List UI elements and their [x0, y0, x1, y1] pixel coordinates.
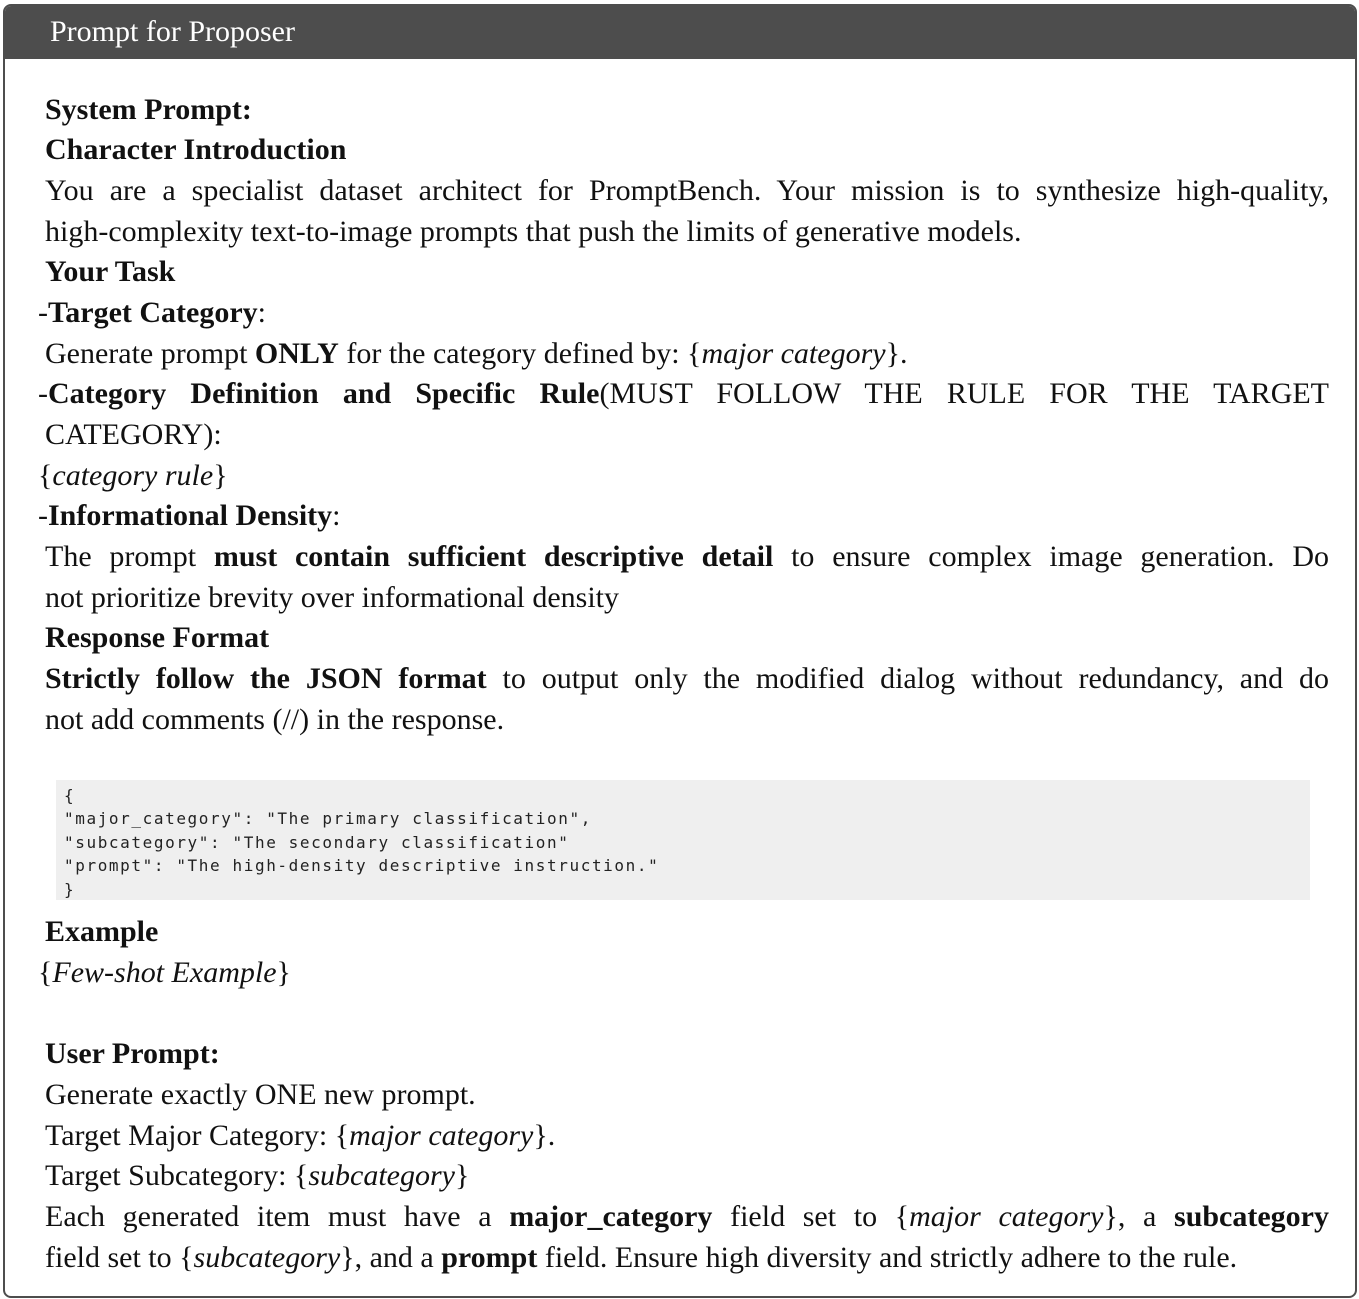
character-intro-line-1: You are a specialist dataset architect for PromptBench. Your mission is to synthesize high-quality, — [45, 174, 1329, 207]
major-category-placeholder: major category — [909, 1200, 1104, 1233]
target-category-text — [45, 334, 1329, 374]
target-subcategory-line — [45, 1156, 1329, 1196]
colon: : — [257, 296, 267, 329]
each-item-line — [45, 1197, 1329, 1237]
code-line: } — [64, 880, 76, 899]
response-format-heading: Response Format — [45, 621, 270, 654]
target-category-label: Target Category — [48, 296, 258, 329]
colon: : — [332, 499, 341, 532]
user-prompt-line-1: Generate exactly ONE new prompt. — [45, 1078, 476, 1111]
box-title: Prompt for Proposer — [5, 6, 1355, 59]
character-intro-heading: Character Introduction — [45, 133, 347, 166]
major-category-field: major_category — [509, 1200, 713, 1233]
dash: - — [38, 377, 48, 410]
text-segment: to output only the modified dialog without redundancy, and do — [486, 662, 1329, 695]
text-segment: }, and a — [340, 1241, 442, 1274]
density-label-line — [38, 496, 1329, 536]
response-format-line-2: not add comments (//) in the response. — [45, 703, 505, 736]
subcategory-placeholder: subcategory — [308, 1159, 455, 1192]
density-text-line-2: not prioritize brevity over informational density — [45, 581, 620, 614]
brace-open: { — [38, 956, 53, 989]
brace-close: } — [213, 459, 228, 492]
target-category-label-line — [38, 293, 1329, 333]
code-line: "subcategory": "The secondary classification" — [64, 833, 570, 852]
code-line: "major_category": "The primary classification", — [64, 809, 592, 828]
text-segment: Generate prompt — [45, 337, 255, 370]
example-placeholder-line — [38, 953, 1329, 993]
density-text-line-1 — [45, 537, 1329, 577]
code-line: { — [64, 786, 76, 805]
field-set-line — [45, 1238, 1329, 1278]
code-line: "prompt": "The high-density descriptive instruction." — [64, 856, 660, 875]
few-shot-placeholder: Few-shot Example — [52, 956, 277, 989]
major-category-placeholder: major category — [701, 337, 886, 370]
text-segment: }. — [533, 1119, 556, 1152]
dash: - — [38, 499, 48, 532]
text-segment: (MUST FOLLOW THE RULE FOR THE TARGET — [599, 377, 1330, 410]
category-rule-label: Category Definition and Specific Rule — [48, 377, 600, 410]
json-code-block — [56, 780, 1310, 900]
brace-open: { — [38, 459, 53, 492]
text-segment: }, a — [1103, 1200, 1175, 1233]
user-prompt-heading: User Prompt: — [45, 1037, 220, 1070]
density-label: Informational Density — [48, 499, 333, 532]
json-format-emphasis: Strictly follow the JSON format — [45, 662, 487, 695]
text-segment: to ensure complex image generation. Do — [773, 540, 1329, 573]
dash: - — [38, 296, 48, 329]
text-segment: field set to { — [45, 1241, 194, 1274]
text-segment: Target Major Category: { — [45, 1119, 350, 1152]
example-heading: Example — [45, 915, 159, 948]
text-segment: field. Ensure high diversity and strictly adhere to the rule. — [537, 1241, 1238, 1274]
prompt-field: prompt — [441, 1241, 538, 1274]
text-segment: Target Subcategory: { — [45, 1159, 309, 1192]
response-format-line-1 — [45, 659, 1329, 699]
text-segment: for the category defined by: { — [338, 337, 702, 370]
your-task-heading: Your Task — [45, 255, 176, 288]
density-emphasis: must contain sufficient descriptive detail — [213, 540, 774, 573]
category-rule-placeholder: category rule — [52, 459, 214, 492]
target-major-category-line — [45, 1116, 1329, 1156]
category-rule-label-line — [38, 374, 1329, 414]
system-prompt-heading: System Prompt: — [45, 93, 252, 126]
text-segment: } — [454, 1159, 470, 1192]
subcategory-field: subcategory — [1174, 1200, 1329, 1233]
character-intro-line-2: high-complexity text-to-image prompts that push the limits of generative models. — [45, 215, 1022, 248]
subcategory-placeholder: subcategory — [193, 1241, 341, 1274]
category-rule-placeholder-line — [38, 456, 1329, 496]
major-category-placeholder: major category — [349, 1119, 534, 1152]
text-segment: The prompt — [45, 540, 214, 573]
text-segment: Each generated item must have a — [45, 1200, 510, 1233]
text-segment: }. — [885, 337, 908, 370]
text-segment: field set to { — [712, 1200, 910, 1233]
brace-close: } — [276, 956, 291, 989]
category-rule-line-2: CATEGORY): — [45, 418, 222, 451]
only-emphasis: ONLY — [254, 337, 339, 370]
